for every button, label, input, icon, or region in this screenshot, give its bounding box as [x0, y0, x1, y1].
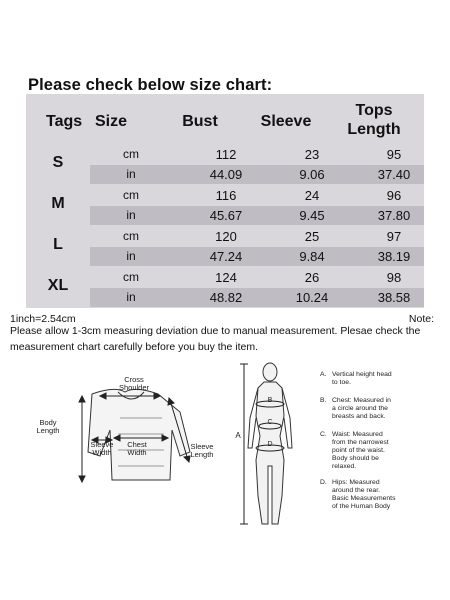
bust-value: 116: [215, 188, 237, 203]
cm-row: [90, 186, 424, 205]
unit-label: in: [126, 167, 136, 181]
legend-c-3: point of the waist.: [332, 447, 385, 454]
header-tops-length: [342, 101, 406, 139]
in-row: [90, 165, 424, 184]
legend-d-letter: D.: [320, 479, 327, 486]
unit-label: cm: [123, 188, 139, 202]
label-shoulder: Shoulder: [118, 383, 150, 392]
sleeve-value: 25: [304, 229, 320, 244]
note-label: Note:: [408, 313, 434, 325]
label-cross: Cross: [124, 375, 144, 384]
header-sleeve: Sleeve: [260, 113, 312, 130]
unit-label: in: [126, 208, 136, 222]
note-text: Please allow 1-3cm measuring deviation due to manual measurement. Plesae check the measurement chart carefully before you buy the item.: [10, 325, 421, 353]
legend-b-1: Chest: Measured in: [332, 397, 391, 404]
tag-label: L: [53, 236, 63, 253]
in-row: [90, 288, 424, 307]
marker-b: B: [267, 397, 273, 404]
label-length: Length: [36, 426, 60, 435]
body-diagram-legend: [320, 371, 396, 510]
label-sleeve-length-2: Length: [190, 450, 214, 459]
length-value: 37.40: [377, 167, 411, 182]
tag-cell: [26, 267, 90, 308]
size-chart-title: Please check below size chart:: [28, 76, 273, 94]
sleeve-value: 9.84: [299, 249, 325, 264]
tag-cell: [26, 226, 90, 267]
unit-label: cm: [123, 229, 139, 243]
sleeve-value: 26: [304, 270, 320, 285]
legend-c-letter: C.: [320, 431, 327, 438]
legend-d-2: around the rear.: [332, 487, 380, 494]
bust-value: 48.82: [209, 290, 243, 305]
length-value: 98: [386, 270, 402, 285]
label-sleeve-length-1: Sleeve: [190, 442, 214, 451]
tag-cell: [26, 144, 90, 185]
legend-d-3: Basic Measurements: [332, 495, 396, 502]
length-value: 95: [386, 147, 402, 162]
bust-value: 44.09: [209, 167, 243, 182]
legend-c-1: Waist: Measured: [332, 431, 383, 438]
label-sleeve-width-2: Width: [92, 448, 112, 457]
legend-b-letter: B.: [320, 397, 327, 404]
legend-a-letter: A.: [320, 371, 327, 378]
unit-label: in: [126, 290, 136, 304]
sleeve-value: 10.24: [295, 290, 329, 305]
conversion-text: 1inch=2.54cm: [10, 313, 76, 325]
length-value: 38.58: [377, 290, 411, 305]
bust-value: 45.67: [209, 208, 243, 223]
sleeve-value: 23: [304, 147, 320, 162]
legend-a-1: Vertical height head: [332, 371, 392, 378]
label-body: Body: [39, 418, 57, 427]
length-value: 38.19: [377, 249, 411, 264]
length-value: 96: [386, 188, 402, 203]
tag-label: M: [51, 195, 65, 212]
bust-value: 47.24: [209, 249, 243, 264]
cm-row: [90, 268, 424, 287]
bust-value: 120: [215, 229, 237, 244]
legend-b-2: a circle around the: [332, 405, 388, 412]
legend-c-2: from the narrowest: [332, 439, 389, 446]
sleeve-value: 9.45: [299, 208, 325, 223]
label-chest: Chest: [127, 440, 147, 449]
in-row: [90, 206, 424, 225]
table-body: [26, 144, 424, 308]
table-header-row: [26, 94, 424, 144]
header-bust: Bust: [182, 113, 218, 130]
length-value: 97: [386, 229, 402, 244]
table-row-m: [26, 185, 424, 226]
cm-row: [90, 145, 424, 164]
tag-cell: [26, 185, 90, 226]
tag-label: XL: [47, 277, 69, 294]
cm-row: [90, 227, 424, 246]
legend-a-2: to toe.: [332, 379, 351, 386]
table-row-l: [26, 226, 424, 267]
tag-label: S: [52, 154, 64, 171]
bust-value: 112: [215, 147, 237, 162]
length-value: 37.80: [377, 208, 411, 223]
unit-label: cm: [123, 270, 139, 284]
unit-label: in: [126, 249, 136, 263]
sleeve-value: 24: [304, 188, 320, 203]
table-row-xl: [26, 267, 424, 308]
header-tops-line1: Tops: [355, 102, 393, 119]
header-tops-line2: Length: [347, 121, 401, 138]
legend-b-3: breasts and back.: [332, 413, 386, 420]
marker-c: C: [267, 419, 273, 426]
legend-c-5: relaxed.: [332, 463, 357, 470]
bust-value: 124: [215, 270, 237, 285]
marker-a: A: [235, 431, 241, 440]
legend-c-4: Body should be: [332, 455, 379, 462]
marker-d: D: [267, 441, 273, 448]
label-sleeve-width-1: Sleeve: [90, 440, 114, 449]
header-tags: Tags: [46, 113, 83, 130]
size-chart-table: [26, 94, 424, 308]
garment-measurement-diagram: [30, 372, 240, 502]
unit-label: cm: [123, 147, 139, 161]
legend-d-4: of the Human Body: [332, 503, 391, 510]
body-measurement-diagram: [230, 356, 430, 531]
label-chest-width: Width: [127, 448, 147, 457]
header-size: Size: [95, 113, 128, 130]
table-row-s: [26, 144, 424, 185]
sleeve-value: 9.06: [299, 167, 325, 182]
in-row: [90, 247, 424, 266]
legend-d-1: Hips: Measured: [332, 479, 380, 486]
